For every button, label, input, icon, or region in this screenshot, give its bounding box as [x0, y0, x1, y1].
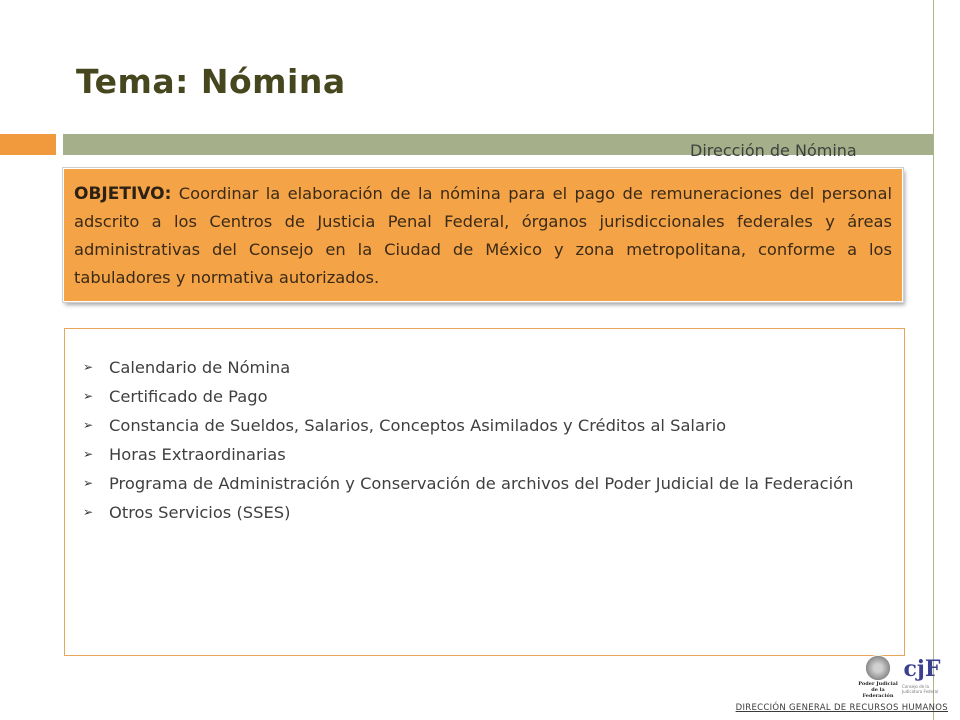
objective-text: Coordinar la elaboración de la nómina para el pago de remuneraciones del personal adscrito a los Centros de Justicia Penal Federal, órganos jurisdiccionales federales y áreas administrativas del Consejo en la Ciudad de México y zona metropolitana, conforme a los tabuladores y normativa autorizados.	[74, 184, 892, 287]
list-item[interactable]: ➢ Calendario de Nómina	[79, 353, 894, 382]
list-item[interactable]: ➢ Certificado de Pago	[79, 382, 894, 411]
national-emblem-icon	[863, 655, 893, 681]
cjf-logo-text: Consejo de la Judicatura Federal	[902, 684, 939, 694]
section-subtitle: Dirección de Nómina	[690, 141, 857, 160]
list-item[interactable]: ➢ Horas Extraordinarias	[79, 440, 894, 469]
arrow-bullet-icon: ➢	[83, 505, 94, 519]
objective-box	[63, 168, 903, 302]
arrow-bullet-icon: ➢	[83, 418, 94, 432]
header-accent-bar-orange	[0, 134, 56, 155]
cjf-logo	[902, 654, 946, 700]
arrow-bullet-icon: ➢	[83, 476, 94, 490]
pjf-logo	[858, 655, 898, 701]
page-title: Tema: Nómina	[76, 62, 346, 101]
arrow-bullet-icon: ➢	[83, 447, 94, 461]
pjf-logo-text: Poder Judicial de la Federación	[858, 681, 898, 699]
decorative-vertical-line	[933, 0, 934, 720]
arrow-bullet-icon: ➢	[83, 389, 94, 403]
cjf-logo-mark: cjF	[903, 656, 941, 682]
services-list-box	[64, 328, 905, 656]
services-list	[79, 353, 894, 527]
list-item[interactable]: ➢ Constancia de Sueldos, Salarios, Conceptos Asimilados y Créditos al Salario	[79, 411, 894, 440]
footer-department: DIRECCIÓN GENERAL DE RECURSOS HUMANOS	[735, 703, 948, 713]
objective-label: OBJETIVO:	[74, 184, 172, 204]
list-item[interactable]: ➢ Programa de Administración y Conservación de archivos del Poder Judicial de la Federación	[79, 469, 894, 498]
list-item[interactable]: ➢ Otros Servicios (SSES)	[79, 498, 894, 527]
arrow-bullet-icon: ➢	[83, 360, 94, 374]
